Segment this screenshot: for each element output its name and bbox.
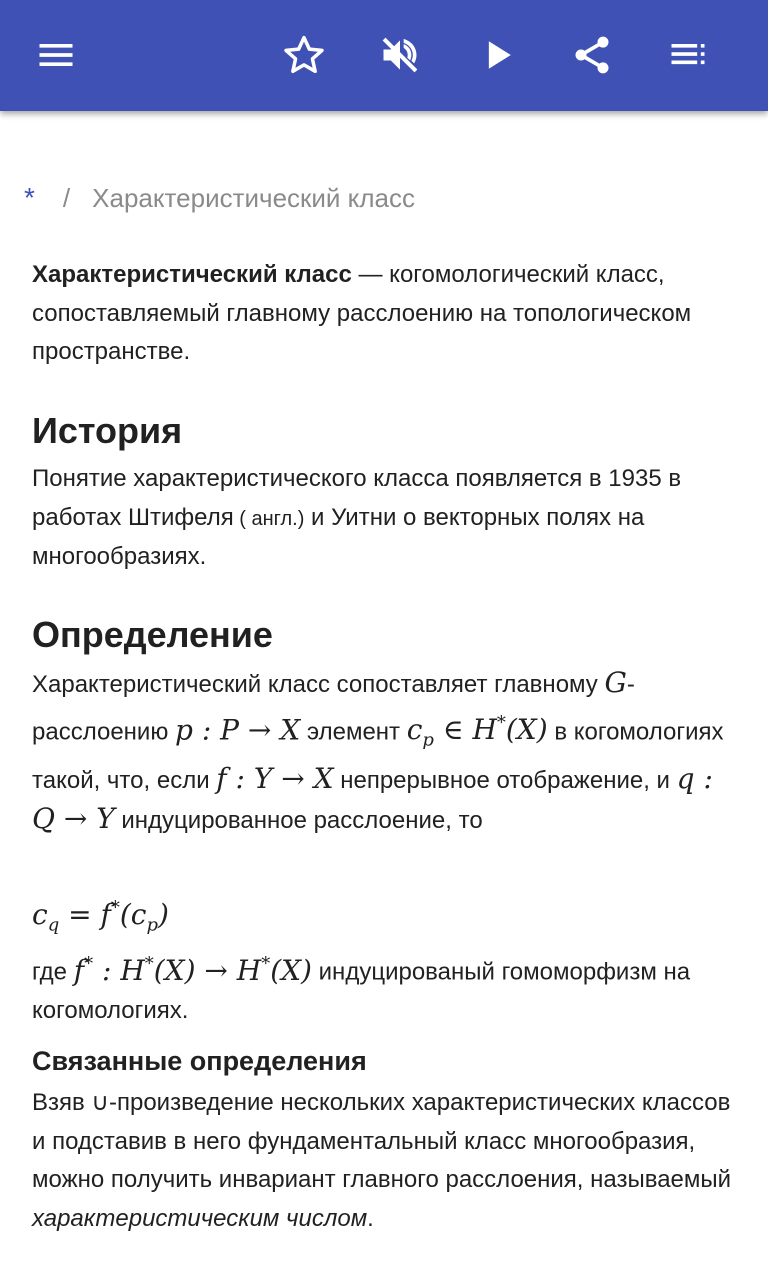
menu-icon: [34, 33, 78, 77]
share-button[interactable]: [560, 23, 624, 87]
history-paragraph: [32, 460, 738, 577]
related-term: характеристическим числом: [32, 1204, 368, 1232]
math-element: $c_p$ ∈ H*(X): [406, 712, 548, 751]
history-text-after: и Уитни о векторных полях на многообразиях.: [32, 503, 645, 570]
math-map: f : Y → X: [216, 761, 334, 795]
app-bar: [0, 0, 768, 111]
volume-off-icon: [378, 33, 422, 77]
menu-button[interactable]: [24, 23, 88, 87]
history-text-before: Понятие характеристического класса появляется в 1935 в работах Штифеля: [32, 465, 682, 531]
history-heading: История: [32, 410, 183, 451]
formula-block: [32, 890, 738, 1031]
share-icon: [570, 33, 614, 77]
playlist-icon: [666, 33, 710, 77]
def-text-3: элемент: [300, 717, 407, 745]
related-end: .: [367, 1204, 374, 1232]
math-bundle: p : P → X: [175, 712, 301, 746]
def-text-2: -расслоению: [32, 671, 635, 745]
breadcrumb-home-link[interactable]: *: [24, 182, 35, 213]
def-text-7: индуцированый гомоморфизм на когомологиях.: [32, 958, 691, 1025]
play-button[interactable]: [466, 23, 530, 87]
def-text-5: непрерывное отображение, и: [333, 766, 677, 794]
breadcrumb-separator: /: [62, 183, 71, 213]
math-g: G: [604, 666, 627, 699]
related-paragraph: [32, 1084, 738, 1238]
definition-paragraph: [32, 664, 738, 841]
lang-note-link[interactable]: ( англ.): [233, 507, 305, 530]
intro-paragraph: [32, 256, 738, 372]
intro-term: Характеристический класс: [32, 261, 352, 288]
favorite-button[interactable]: [272, 23, 336, 87]
breadcrumb-current: Характеристический класс: [92, 183, 415, 213]
def-text-1: Характеристический класс сопоставляет главному: [32, 671, 605, 698]
play-icon: [476, 33, 520, 77]
where-text: где: [32, 958, 74, 986]
math-homomorphism: f* : H*(X) → H*(X): [73, 953, 312, 987]
math-formula: $c_q = f^*(c_p)$: [32, 898, 169, 936]
related-text: Взяв ∪-произведение нескольких характеристических классов и подставив в него фундаментальный класс многообразия, можно получить инвариант главного расслоения, называемый: [32, 1089, 732, 1193]
related-heading: Связанные определения: [32, 1046, 367, 1076]
def-text-6: индуцированное расслоение, то: [114, 807, 483, 835]
mute-button[interactable]: [368, 23, 432, 87]
star-outline-icon: [282, 33, 326, 77]
breadcrumb: [24, 182, 415, 214]
math-induced-bundle: q : Q → Y: [32, 761, 713, 836]
contents-button[interactable]: [656, 23, 720, 87]
definition-heading: Определение: [32, 614, 273, 655]
def-text-4: в когомологиях такой, что, если: [32, 717, 724, 794]
intro-text: — когомологический класс, сопоставляемый главному расслоению на топологическом пространстве.: [32, 261, 692, 365]
